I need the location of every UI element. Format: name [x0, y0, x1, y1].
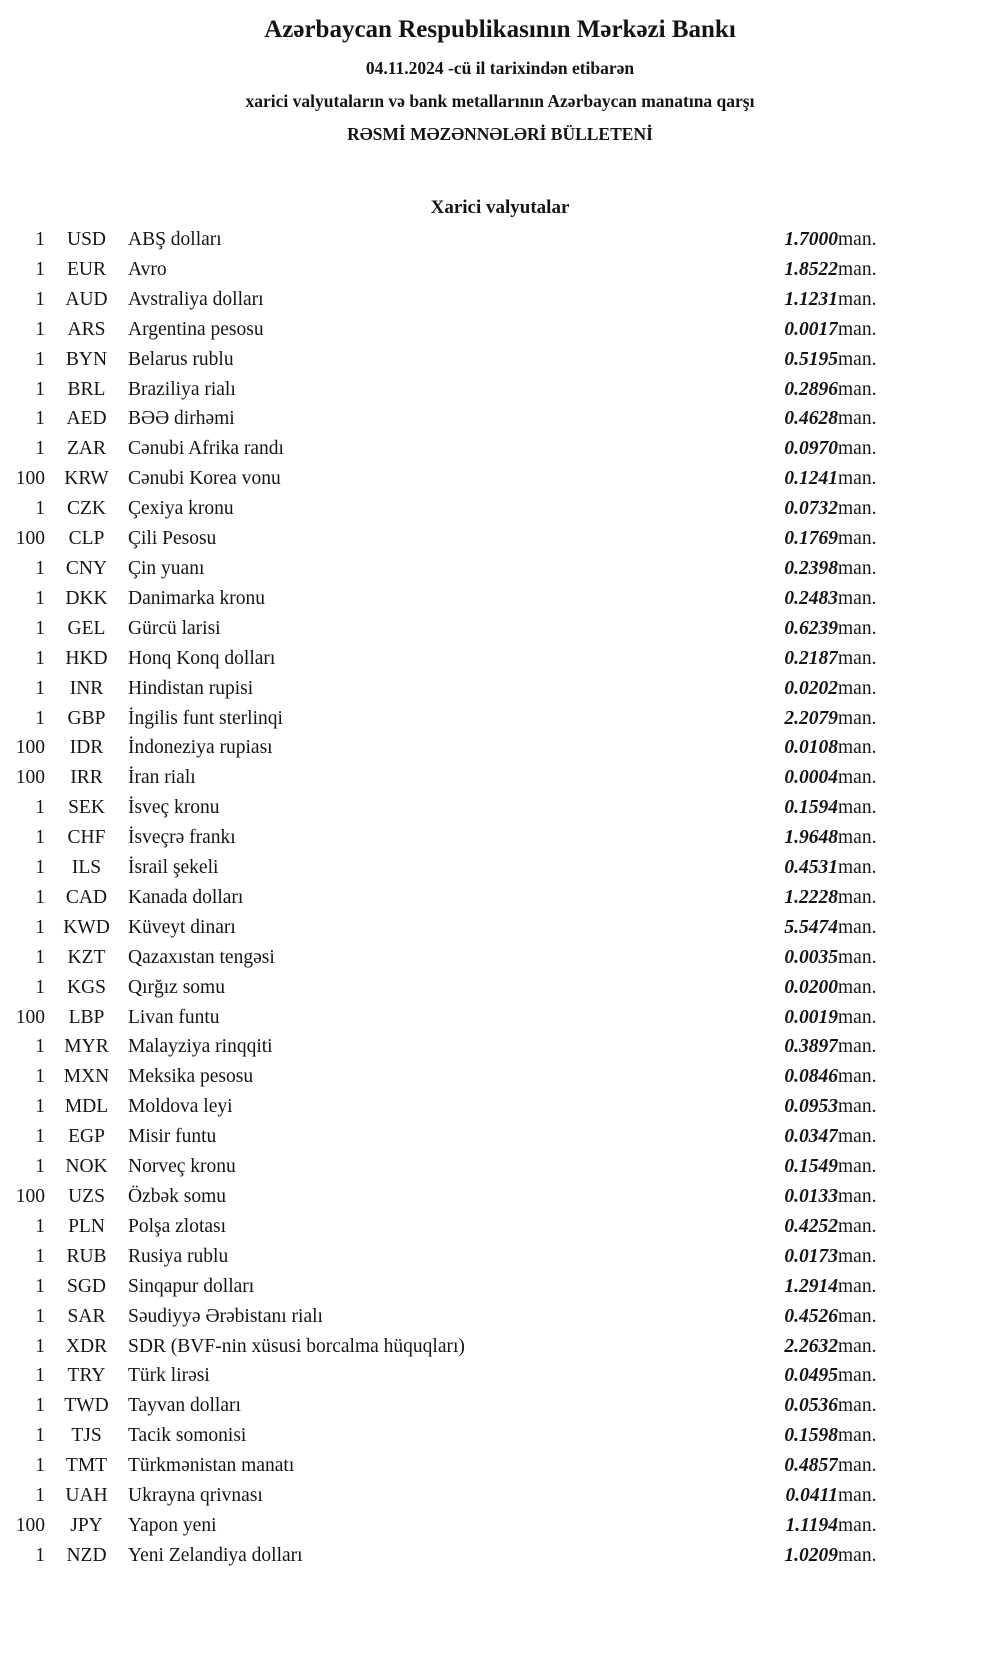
rate-value: 1.1194 — [785, 1514, 838, 1536]
rate-unit: man. — [838, 1455, 877, 1477]
currency-name: Sinqapur dolları — [128, 1275, 255, 1297]
currency-name: Çexiya kronu — [128, 498, 234, 520]
currency-name: ABŞ dolları — [128, 229, 222, 250]
rate-quantity: 1 — [35, 587, 45, 609]
rate-row — [0, 1481, 910, 1511]
rate-value: 0.2896 — [784, 378, 838, 400]
rate-value: 5.5474 — [784, 916, 838, 938]
currency-code: KRW — [64, 468, 109, 490]
currency-code: KZT — [67, 946, 106, 968]
currency-code: EGP — [68, 1126, 105, 1148]
rate-value: 0.0536 — [784, 1395, 838, 1417]
rate-value: 2.2079 — [784, 707, 838, 729]
currency-name: Meksika pesosu — [128, 1066, 254, 1088]
currency-name: Gürcü larisi — [128, 617, 221, 639]
currency-name: Norveç kronu — [128, 1156, 236, 1178]
rate-quantity: 1 — [35, 677, 45, 699]
rate-unit: man. — [838, 1514, 877, 1536]
rate-quantity: 1 — [35, 1036, 45, 1058]
currency-name: Ukrayna qrivnası — [128, 1485, 263, 1507]
rate-quantity: 1 — [35, 857, 45, 879]
currency-code: RUB — [66, 1245, 107, 1267]
rate-unit: man. — [838, 1544, 877, 1566]
rate-quantity: 1 — [35, 229, 45, 250]
rate-unit: man. — [838, 767, 877, 789]
rate-row — [0, 1332, 910, 1362]
rate-row — [0, 1003, 910, 1033]
rate-quantity: 100 — [15, 528, 45, 550]
rate-unit: man. — [838, 528, 877, 550]
rate-row — [0, 1062, 910, 1092]
rate-row — [0, 464, 910, 494]
rate-quantity: 1 — [35, 438, 45, 460]
rate-unit: man. — [838, 976, 877, 998]
rate-unit: man. — [838, 318, 877, 340]
currency-name: Kanada dolları — [128, 886, 244, 908]
rate-quantity: 1 — [35, 318, 45, 340]
rate-unit: man. — [838, 916, 877, 938]
rate-value: 0.0202 — [784, 677, 838, 699]
bank-title: Azərbaycan Respublikasının Mərkəzi Bankı — [264, 16, 736, 43]
rate-unit: man. — [838, 1066, 877, 1088]
rate-quantity: 1 — [35, 1544, 45, 1566]
currency-code: IRR — [70, 767, 103, 789]
currency-name: Avro — [128, 258, 167, 280]
rate-unit: man. — [838, 378, 877, 400]
rate-row — [0, 285, 910, 315]
rate-quantity: 1 — [35, 1425, 45, 1447]
currency-name: Cənubi Afrika randı — [128, 438, 284, 460]
rate-row — [0, 823, 910, 853]
currency-code: CNY — [65, 557, 108, 579]
scope-line: xarici valyutaların və bank metallarının Azərbaycan manatına qarşı — [245, 91, 755, 111]
rate-row — [0, 733, 910, 763]
currency-name: Yapon yeni — [128, 1514, 217, 1536]
rate-row — [0, 973, 910, 1003]
rate-unit: man. — [838, 1215, 877, 1237]
currency-code: SAR — [67, 1305, 106, 1327]
rate-row — [0, 913, 910, 943]
currency-code: CZK — [67, 498, 106, 520]
rate-quantity: 1 — [35, 617, 45, 639]
rate-row — [0, 554, 910, 584]
rate-unit: man. — [838, 288, 877, 310]
rate-row — [0, 1361, 910, 1391]
currency-code: GEL — [67, 617, 106, 639]
rate-quantity: 1 — [35, 797, 45, 819]
rate-unit: man. — [838, 1036, 877, 1058]
currency-code: INR — [69, 677, 104, 699]
rate-quantity: 100 — [15, 1186, 45, 1207]
currency-name: Çin yuanı — [128, 557, 205, 579]
rate-row — [0, 704, 910, 734]
currency-code: KWD — [63, 916, 110, 938]
rate-row — [0, 375, 910, 405]
rate-value: 0.0411 — [785, 1485, 838, 1507]
rate-value: 0.0953 — [784, 1096, 838, 1118]
rate-value: 0.0133 — [784, 1186, 838, 1207]
rate-unit: man. — [838, 468, 877, 490]
currency-code: TMT — [65, 1455, 108, 1477]
currency-name: Hindistan rupisi — [128, 677, 254, 699]
rate-row — [0, 1391, 910, 1421]
rate-value: 0.2187 — [784, 647, 838, 669]
currency-code: KGS — [66, 976, 106, 998]
currency-code: NZD — [66, 1544, 107, 1566]
rate-value: 0.0173 — [784, 1245, 838, 1267]
rate-row — [0, 1092, 910, 1122]
rate-quantity: 1 — [35, 976, 45, 998]
rate-row — [0, 1451, 910, 1481]
currency-name: İsveçrə frankı — [128, 827, 236, 849]
rate-row — [0, 1272, 910, 1302]
rate-quantity: 100 — [15, 1514, 45, 1536]
rate-value: 0.4526 — [784, 1305, 838, 1327]
currency-code: TWD — [64, 1395, 109, 1417]
rate-quantity: 100 — [15, 1006, 45, 1028]
currency-name: BƏƏ dirhəmi — [128, 408, 235, 430]
rate-value: 2.2632 — [784, 1335, 838, 1357]
rate-row — [0, 1212, 910, 1242]
rate-row — [0, 793, 910, 823]
currency-code: DKK — [65, 587, 108, 609]
rate-unit: man. — [838, 797, 877, 819]
rate-quantity: 100 — [15, 767, 45, 789]
currency-name: Argentina pesosu — [128, 318, 264, 340]
currency-code: CHF — [67, 827, 106, 849]
currency-name: Özbək somu — [128, 1186, 227, 1207]
rate-quantity: 1 — [35, 946, 45, 968]
currency-name: Qırğız somu — [128, 976, 225, 998]
currency-code: UZS — [68, 1186, 105, 1207]
rate-row — [0, 584, 910, 614]
rate-value: 0.0019 — [784, 1006, 838, 1028]
rate-quantity: 1 — [35, 1126, 45, 1148]
rate-row — [0, 225, 910, 255]
currency-code: UAH — [65, 1485, 108, 1507]
rate-value: 0.0035 — [784, 946, 838, 968]
currency-name: Polşa zlotası — [128, 1215, 227, 1237]
currency-name: Livan funtu — [128, 1006, 220, 1028]
rate-row — [0, 1242, 910, 1272]
currency-code: LBP — [68, 1006, 105, 1028]
currency-code: SGD — [66, 1275, 106, 1297]
currency-code: CLP — [68, 528, 105, 550]
rate-quantity: 1 — [35, 647, 45, 669]
rate-unit: man. — [838, 1485, 877, 1507]
rate-quantity: 1 — [35, 378, 45, 400]
currency-name: Səudiyyə Ərəbistanı rialı — [128, 1305, 323, 1327]
currency-code: HKD — [65, 647, 108, 669]
rate-unit: man. — [838, 1245, 877, 1267]
currency-name: Danimarka kronu — [128, 587, 265, 609]
rate-value: 0.0846 — [784, 1066, 838, 1088]
rate-value: 0.0108 — [784, 737, 838, 759]
rate-value: 1.0209 — [784, 1544, 838, 1566]
rate-row — [0, 345, 910, 375]
rate-unit: man. — [838, 348, 877, 370]
currency-code: AUD — [65, 288, 108, 310]
rate-row — [0, 404, 910, 434]
rate-row — [0, 255, 910, 285]
rate-unit: man. — [838, 707, 877, 729]
rate-value: 0.2483 — [784, 587, 838, 609]
currency-code: IDR — [69, 737, 104, 759]
currency-code: SEK — [68, 797, 105, 819]
rate-value: 0.0495 — [784, 1365, 838, 1387]
rate-unit: man. — [838, 737, 877, 759]
section-title-foreign-currencies: Xarici valyutalar — [430, 197, 570, 218]
rate-unit: man. — [838, 258, 877, 280]
rate-unit: man. — [838, 498, 877, 520]
rate-row — [0, 763, 910, 793]
rate-quantity: 1 — [35, 707, 45, 729]
rate-unit: man. — [838, 408, 877, 430]
currency-code: NOK — [65, 1156, 108, 1178]
rate-row — [0, 315, 910, 345]
currency-code: MYR — [64, 1036, 109, 1058]
rate-quantity: 1 — [35, 557, 45, 579]
rate-value: 0.0004 — [784, 767, 838, 789]
rate-row — [0, 1541, 910, 1571]
rate-row — [0, 674, 910, 704]
rate-unit: man. — [838, 1425, 877, 1447]
rate-value: 1.2914 — [784, 1275, 838, 1297]
currency-name: Avstraliya dolları — [128, 288, 264, 310]
rate-value: 1.8522 — [784, 258, 838, 280]
rate-value: 0.0732 — [784, 498, 838, 520]
rate-quantity: 1 — [35, 288, 45, 310]
rate-unit: man. — [838, 1335, 877, 1357]
rate-quantity: 1 — [35, 1156, 45, 1178]
currency-code: CAD — [65, 886, 108, 908]
currency-code: MXN — [63, 1066, 110, 1088]
rate-unit: man. — [838, 1275, 877, 1297]
bulletin-title-line: RƏSMİ MƏZƏNNƏLƏRİ BÜLLETENİ — [347, 124, 653, 144]
rate-unit: man. — [838, 1186, 877, 1207]
currency-name: Tayvan dolları — [128, 1395, 241, 1417]
rate-unit: man. — [838, 946, 877, 968]
rate-quantity: 1 — [35, 1096, 45, 1118]
rate-row — [0, 434, 910, 464]
currency-code: EUR — [67, 258, 106, 280]
exchange-rates-table — [0, 225, 910, 1571]
currency-name: İsveç kronu — [128, 797, 220, 819]
rate-value: 0.6239 — [784, 617, 838, 639]
rate-quantity: 1 — [35, 1305, 45, 1327]
currency-name: İngilis funt sterlinqi — [128, 707, 283, 729]
rate-unit: man. — [838, 1395, 877, 1417]
rate-quantity: 1 — [35, 1066, 45, 1088]
currency-name: İran rialı — [128, 767, 196, 789]
rate-quantity: 1 — [35, 886, 45, 908]
currency-name: Çili Pesosu — [128, 528, 217, 550]
rate-row — [0, 644, 910, 674]
currency-name: Braziliya rialı — [128, 378, 236, 400]
rate-value: 0.0970 — [784, 438, 838, 460]
rate-row — [0, 1421, 910, 1451]
rate-value: 0.0347 — [784, 1126, 838, 1148]
rate-value: 0.1241 — [784, 468, 838, 490]
rate-unit: man. — [838, 1006, 877, 1028]
rate-value: 0.4252 — [784, 1215, 838, 1237]
rate-quantity: 100 — [15, 737, 45, 759]
currency-code: BRL — [67, 378, 106, 400]
rate-quantity: 1 — [35, 916, 45, 938]
currency-code: MDL — [64, 1096, 109, 1118]
rate-row — [0, 494, 910, 524]
currency-name: İsrail şekeli — [128, 857, 219, 879]
rate-quantity: 1 — [35, 1275, 45, 1297]
rate-quantity: 1 — [35, 348, 45, 370]
currency-code: ZAR — [67, 438, 106, 460]
rate-row — [0, 883, 910, 913]
rate-unit: man. — [838, 1156, 877, 1178]
rates-table-body — [0, 225, 910, 1571]
rate-value: 0.1549 — [784, 1156, 838, 1178]
currency-code: AED — [66, 408, 107, 430]
currency-name: İndoneziya rupiası — [128, 737, 273, 759]
currency-name: Honq Konq dolları — [128, 647, 276, 669]
rate-value: 1.9648 — [784, 827, 838, 849]
rate-quantity: 1 — [35, 1245, 45, 1267]
rate-unit: man. — [838, 857, 877, 879]
rate-value: 0.4857 — [784, 1455, 838, 1477]
rate-row — [0, 1032, 910, 1062]
currency-name: Misir funtu — [128, 1126, 217, 1148]
rate-value: 0.4531 — [784, 857, 838, 879]
currency-code: GBP — [67, 707, 106, 729]
rate-quantity: 1 — [35, 1335, 45, 1357]
currency-code: PLN — [68, 1215, 105, 1237]
rate-row — [0, 853, 910, 883]
rate-quantity: 1 — [35, 1485, 45, 1507]
currency-name: Küveyt dinarı — [128, 916, 236, 938]
rate-value: 0.2398 — [784, 557, 838, 579]
rate-value: 0.5195 — [784, 348, 838, 370]
rate-value: 0.0017 — [784, 318, 838, 340]
currency-name: Cənubi Korea vonu — [128, 468, 281, 490]
rate-row — [0, 1511, 910, 1541]
rate-unit: man. — [838, 1365, 877, 1387]
rate-value: 0.1594 — [784, 797, 838, 819]
currency-name: Rusiya rublu — [128, 1245, 229, 1267]
rate-value: 1.7000 — [784, 229, 838, 250]
rate-quantity: 100 — [15, 468, 45, 490]
rate-unit: man. — [838, 587, 877, 609]
rate-unit: man. — [838, 677, 877, 699]
currency-code: ILS — [71, 857, 102, 879]
currency-name: Moldova leyi — [128, 1096, 233, 1118]
rate-value: 0.3897 — [784, 1036, 838, 1058]
rate-quantity: 1 — [35, 1455, 45, 1477]
rate-unit: man. — [838, 1096, 877, 1118]
rate-unit: man. — [838, 229, 877, 250]
rate-value: 0.1598 — [784, 1425, 838, 1447]
currency-name: Tacik somonisi — [128, 1425, 247, 1447]
rate-unit: man. — [838, 647, 877, 669]
rate-value: 1.2228 — [784, 886, 838, 908]
rate-unit: man. — [838, 557, 877, 579]
currency-name: Türkmənistan manatı — [128, 1455, 295, 1477]
rate-quantity: 1 — [35, 1215, 45, 1237]
rate-row — [0, 1122, 910, 1152]
currency-name: Qazaxıstan tengəsi — [128, 946, 275, 968]
rate-value: 0.4628 — [784, 408, 838, 430]
rate-row — [0, 524, 910, 554]
rate-quantity: 1 — [35, 827, 45, 849]
rate-value: 1.1231 — [784, 288, 838, 310]
rate-value: 0.1769 — [784, 528, 838, 550]
rate-row — [0, 1152, 910, 1182]
rate-row — [0, 1182, 910, 1212]
currency-name: SDR (BVF-nin xüsusi borcalma hüquqları) — [128, 1335, 465, 1357]
rate-quantity: 1 — [35, 1395, 45, 1417]
currency-code: TRY — [67, 1365, 106, 1387]
effective-date-line: 04.11.2024 -cü il tarixindən etibarən — [365, 58, 635, 78]
rate-quantity: 1 — [35, 498, 45, 520]
currency-name: Belarus rublu — [128, 348, 234, 370]
rate-unit: man. — [838, 617, 877, 639]
rate-unit: man. — [838, 886, 877, 908]
rate-quantity: 1 — [35, 1365, 45, 1387]
currency-code: BYN — [65, 348, 108, 370]
rate-unit: man. — [838, 827, 877, 849]
currency-code: JPY — [70, 1514, 103, 1536]
rate-row — [0, 1302, 910, 1332]
bulletin-subheader — [0, 52, 1000, 151]
rate-value: 0.0200 — [784, 976, 838, 998]
rate-unit: man. — [838, 1126, 877, 1148]
currency-name: Yeni Zelandiya dolları — [128, 1544, 303, 1566]
rate-row — [0, 943, 910, 973]
currency-code: ARS — [67, 318, 106, 340]
rate-unit: man. — [838, 438, 877, 460]
currency-name: Malayziya rinqqiti — [128, 1036, 273, 1058]
currency-code: TJS — [71, 1425, 102, 1447]
rate-quantity: 1 — [35, 258, 45, 280]
currency-code: USD — [66, 229, 106, 250]
rate-row — [0, 614, 910, 644]
rate-quantity: 1 — [35, 408, 45, 430]
rate-unit: man. — [838, 1305, 877, 1327]
currency-code: XDR — [65, 1335, 108, 1357]
currency-name: Türk lirəsi — [128, 1365, 210, 1387]
